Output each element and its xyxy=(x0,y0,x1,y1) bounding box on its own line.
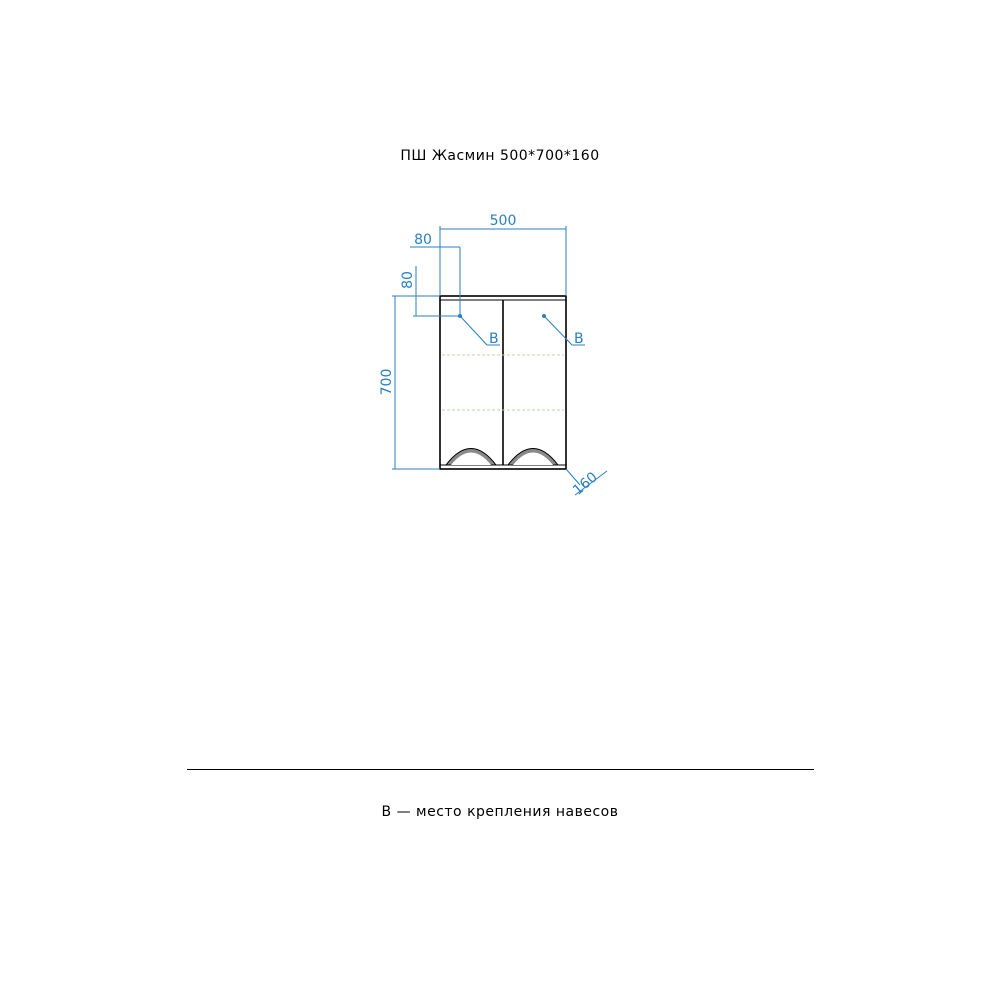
legend-text: B — место крепления навесов xyxy=(381,804,619,820)
hinge-marker-left: B xyxy=(489,331,499,347)
width-dimension-label: 500 xyxy=(489,213,517,229)
hinge-leader-left xyxy=(460,316,487,345)
hinge-marker-right: B xyxy=(574,331,584,347)
offset-v-dimension-label: 80 xyxy=(400,271,416,289)
offset-h-dimension-label: 80 xyxy=(414,232,432,248)
drawing-title: ПШ Жасмин 500*700*160 xyxy=(400,148,600,164)
separator-line xyxy=(187,769,814,770)
height-dimension-label: 700 xyxy=(379,368,395,396)
hinge-leader-right xyxy=(544,316,572,345)
depth-dimension-label: 160 xyxy=(570,469,601,499)
